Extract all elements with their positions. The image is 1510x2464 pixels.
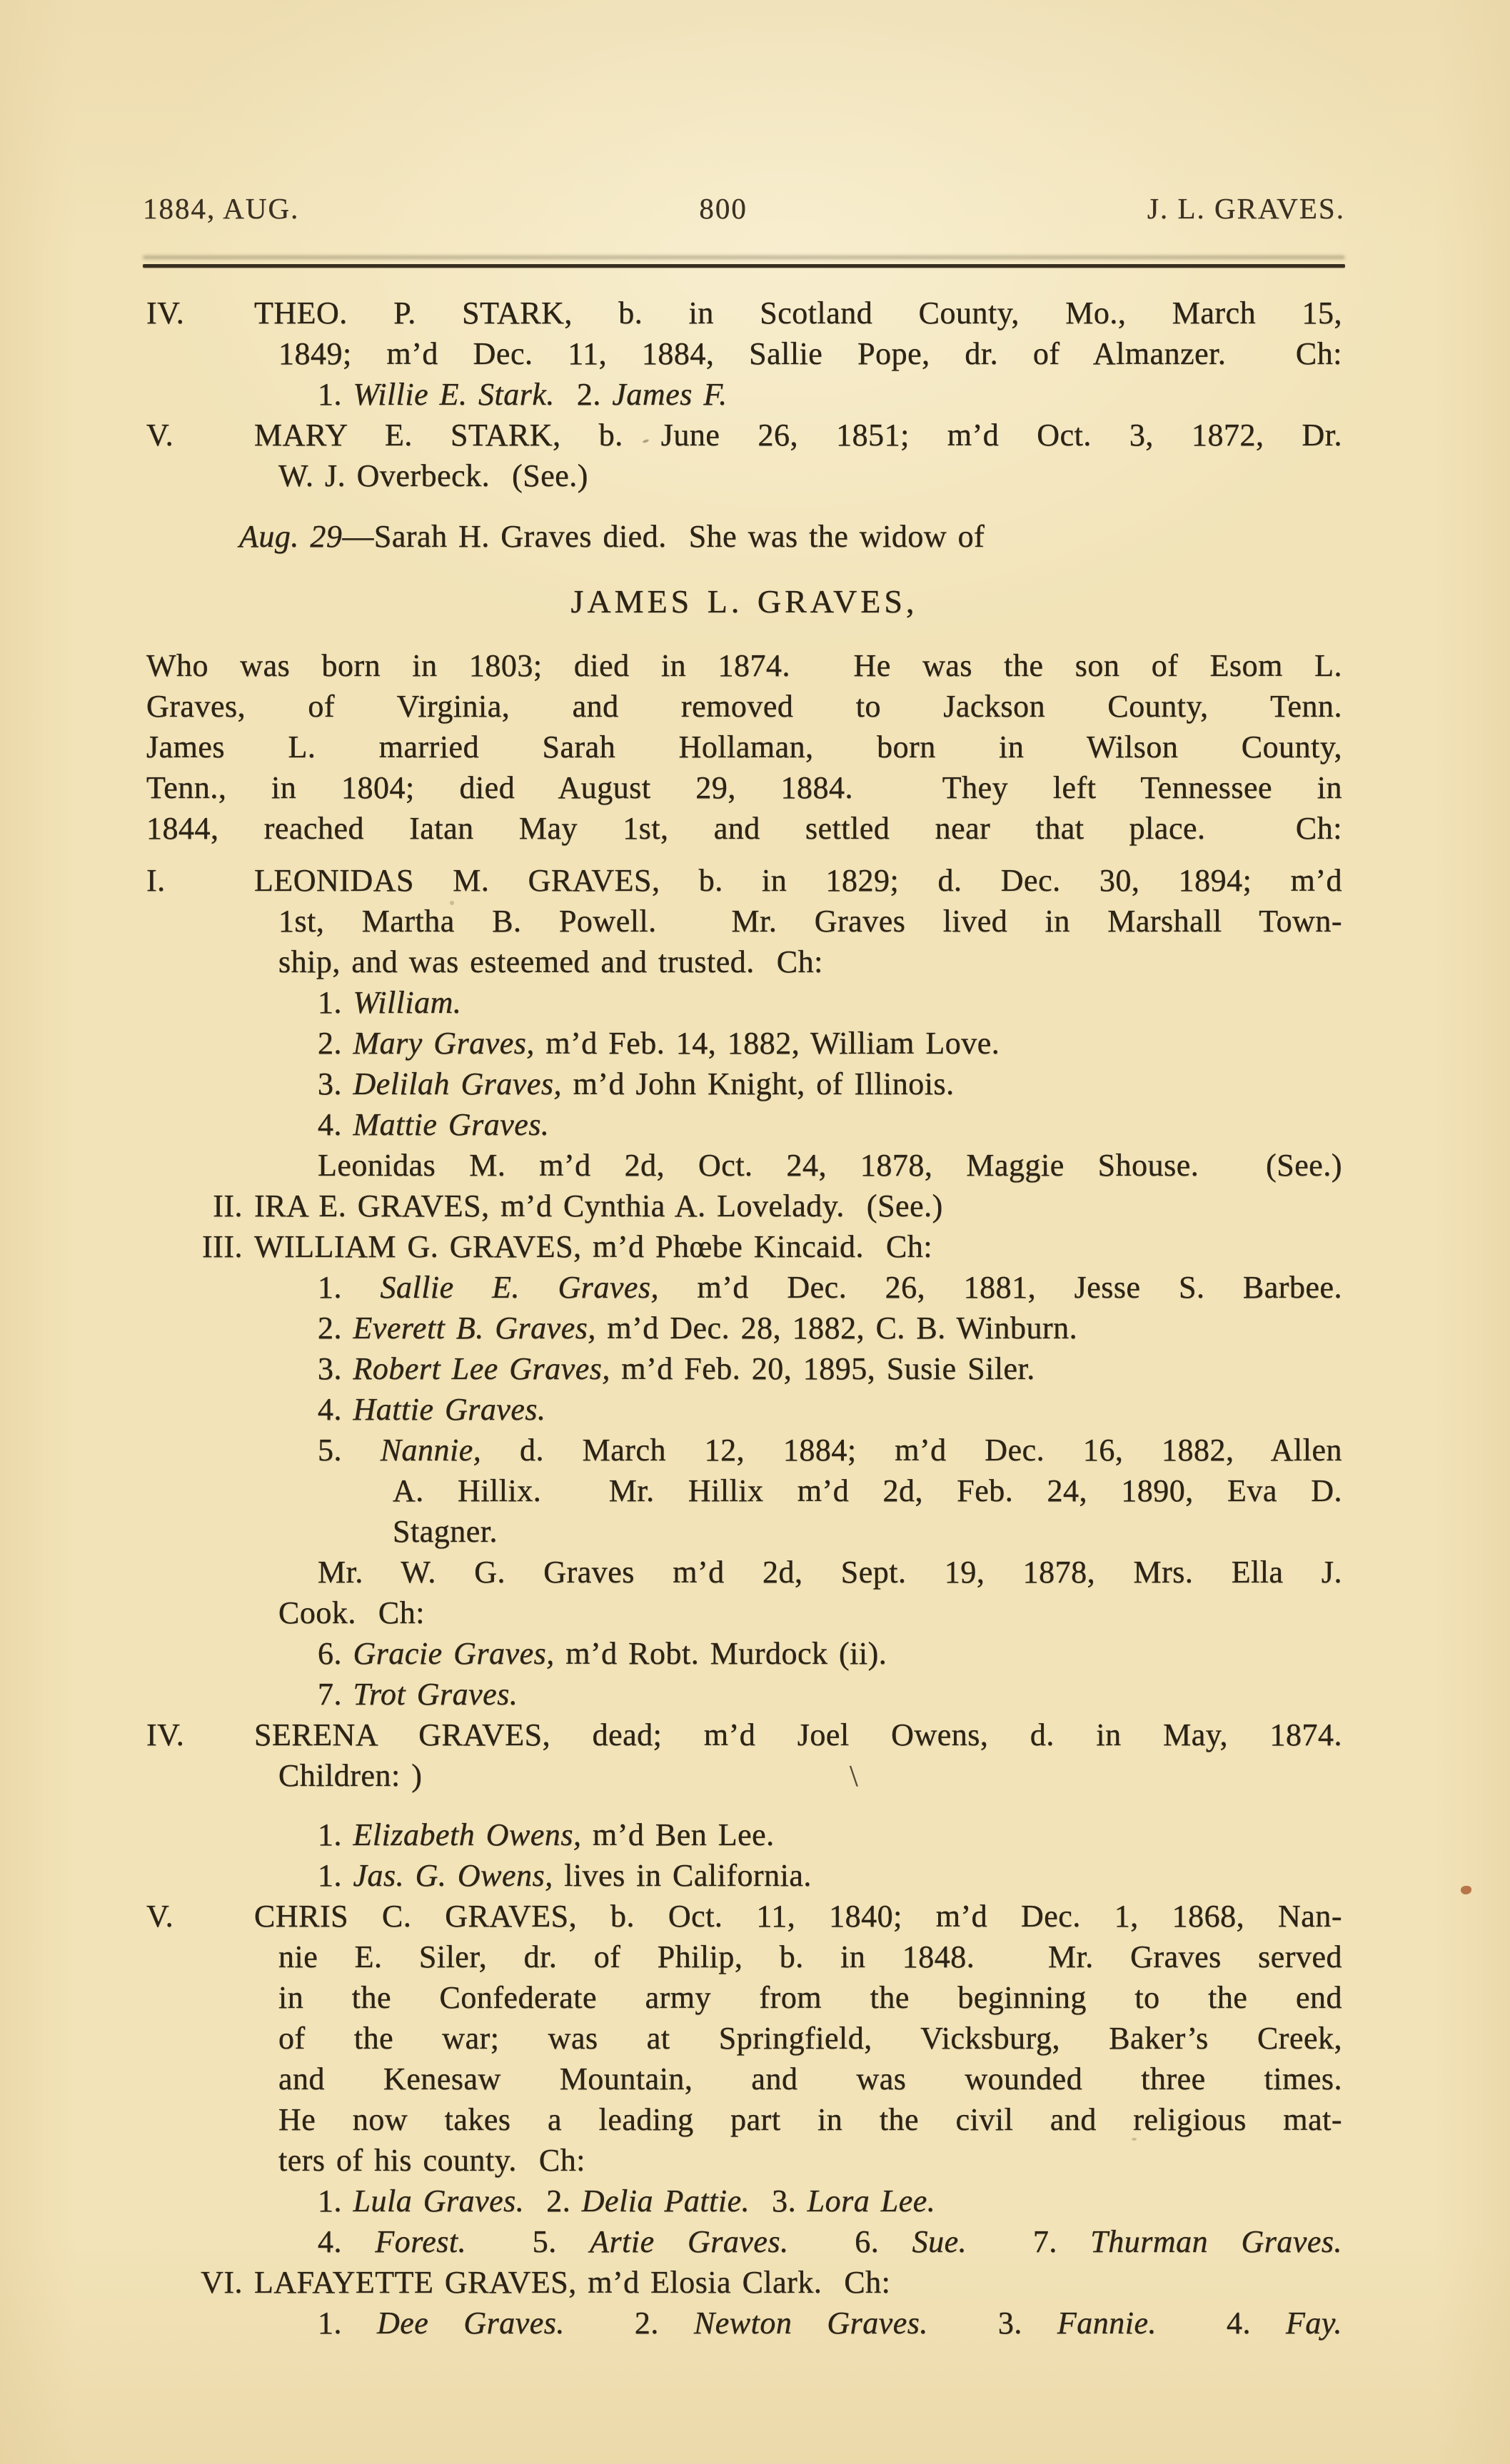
person-name: Hattie Graves. (353, 1392, 546, 1427)
text-segment: and Kenesaw Mountain, and was wounded three times. (278, 2061, 1342, 2096)
person-name: Forest. (375, 2224, 467, 2259)
line-serena-child-elizabeth (146, 1814, 1342, 1855)
line-james-graves-bio-2 (146, 686, 1342, 727)
line-leonidas-second-marriage (146, 1145, 1342, 1186)
text-segment: 3. (927, 2306, 1057, 2341)
text-segment: Leonidas M. m’d 2d, Oct. 24, 1878, Maggie Shouse. (See.) (318, 1148, 1342, 1183)
divider-faint-line (143, 256, 1345, 259)
line-wg-child-gracie (146, 1633, 1342, 1674)
text-segment: Mr. W. G. Graves m’d 2d, Sept. 19, 1878, Mrs. Ella J. (318, 1555, 1342, 1590)
text-segment: 7. (967, 2224, 1091, 2259)
line-ira-graves (146, 1186, 1342, 1226)
line-chris-graves-3 (146, 1977, 1342, 2018)
line-theo-stark-children (146, 374, 1342, 415)
roman-numeral: III. (202, 1229, 243, 1264)
text-segment: 2. (318, 1026, 353, 1061)
text-segment: 2. (318, 1311, 353, 1345)
roman-numeral: II. (213, 1188, 243, 1223)
text-segment: 3. (750, 2183, 807, 2218)
text-segment: in the Confederate army from the beginning to the end (278, 1980, 1342, 2015)
text-segment: m’d Robt. Murdock (ii). (554, 1636, 887, 1671)
line-leonidas-graves-1 (146, 860, 1342, 901)
text-segment: m’d John Knight, of Illinois. (562, 1066, 955, 1101)
line-leonidas-child-mary (146, 1023, 1342, 1064)
line-serena-graves (146, 1715, 1342, 1755)
text-segment: JAMES L. GRAVES, (570, 583, 918, 620)
page-body-text (146, 293, 1342, 2343)
text-segment: 3. (318, 1066, 353, 1101)
line-leonidas-child-mattie (146, 1104, 1342, 1145)
person-name: James F. (612, 377, 728, 412)
text-segment: 5. (318, 1433, 381, 1468)
text-segment: IRA E. GRAVES, m’d Cynthia A. Lovelady. (See.) (254, 1188, 943, 1223)
text-segment: Graves, of Virginia, and removed to Jackson County, Tenn. (146, 689, 1342, 724)
text-segment: A. Hillix. Mr. Hillix m’d 2d, Feb. 24, 1890, Eva D. (393, 1473, 1342, 1508)
line-wg-child-everett (146, 1308, 1342, 1348)
line-leonidas-graves-2 (146, 901, 1342, 941)
text-segment: THEO. P. STARK, b. in Scotland County, Mo., March 15, (254, 296, 1342, 330)
text-segment: 4. (318, 1107, 353, 1142)
text-segment: —Sarah H. Graves died. She was the widow of (342, 519, 985, 554)
divider-dark-line (143, 264, 1345, 268)
line-wg-child-sallie (146, 1267, 1342, 1308)
line-leonidas-child-william (146, 982, 1342, 1023)
person-name: Gracie Graves, (353, 1636, 555, 1671)
text-segment: ters of his county. Ch: (278, 2143, 585, 2178)
text-segment: 1. (318, 1858, 353, 1893)
person-name: William. (353, 985, 462, 1020)
line-serena-child-jas (146, 1855, 1342, 1896)
person-name: Robert Lee Graves, (353, 1351, 610, 1386)
line-chris-graves-6 (146, 2099, 1342, 2140)
text-segment: m’d Dec. 28, 1882, C. B. Winburn. (595, 1311, 1078, 1345)
header-surname: J. L. GRAVES. (1147, 192, 1345, 225)
roman-numeral: V. (146, 1899, 174, 1934)
text-segment: m’d Dec. 26, 1881, Jesse S. Barbee. (659, 1270, 1342, 1305)
person-name: Everett B. Graves, (353, 1311, 596, 1345)
person-name: Thurman Graves. (1090, 2224, 1343, 2259)
line-chris-graves-4 (146, 2018, 1342, 2059)
line-james-graves-bio-5 (146, 808, 1342, 849)
paper-speck (1132, 2138, 1137, 2141)
person-name: Willie E. Stark. (353, 377, 555, 412)
text-segment: m’d Ben Lee. (581, 1817, 775, 1852)
roman-numeral: IV. (146, 1717, 185, 1752)
line-chris-graves-2 (146, 1937, 1342, 1977)
text-segment: 4. (318, 1392, 353, 1427)
line-william-g-graves (146, 1226, 1342, 1267)
text-segment: 1. (318, 377, 353, 412)
line-mary-stark-2 (146, 455, 1342, 496)
text-segment: 6. (788, 2224, 912, 2259)
text-segment: 4. (1157, 2306, 1287, 2341)
person-name: Lora Lee. (807, 2183, 936, 2218)
person-name: Aug. 29 (239, 519, 343, 554)
person-name: Lula Graves. (353, 2183, 525, 2218)
text-segment: 3. (318, 1351, 353, 1386)
text-segment: 1. (318, 1270, 381, 1305)
text-segment: 4. (318, 2224, 376, 2259)
roman-numeral: IV. (146, 296, 185, 330)
person-name: Delilah Graves, (353, 1066, 563, 1101)
text-segment: W. J. Overbeck. (See.) (278, 458, 588, 493)
line-chris-graves-1 (146, 1896, 1342, 1937)
line-leonidas-graves-3 (146, 941, 1342, 982)
paper-speck-red (1461, 1886, 1471, 1894)
line-wg-child-nannie-1 (146, 1430, 1342, 1470)
text-segment: He now takes a leading part in the civil and religious mat- (278, 2102, 1342, 2137)
text-segment: Stagner. (393, 1514, 498, 1549)
line-chris-children-1 (146, 2181, 1342, 2221)
line-chris-children-2 (146, 2221, 1342, 2262)
text-segment: Who was born in 1803; died in 1874. He was the son of Esom L. (146, 648, 1342, 683)
roman-numeral: V. (146, 418, 174, 453)
text-segment: 2. (524, 2183, 582, 2218)
person-name: Delia Pattie. (581, 2183, 750, 2218)
running-header (143, 191, 1345, 226)
line-james-graves-bio-4 (146, 767, 1342, 808)
text-segment: ship, and was esteemed and trusted. Ch: (278, 944, 823, 979)
line-lafayette-graves (146, 2262, 1342, 2303)
text-segment: 1st, Martha B. Powell. Mr. Graves lived in Marshall Town- (278, 904, 1342, 939)
text-segment: 1. (318, 2183, 353, 2218)
text-segment: of the war; was at Springfield, Vicksburg, Baker’s Creek, (278, 2021, 1342, 2056)
text-segment: 1. (318, 985, 353, 1020)
person-name: Nannie, (380, 1433, 482, 1468)
text-segment: 1. (318, 2306, 377, 2341)
person-name: Fay. (1286, 2306, 1343, 2341)
line-wg-second-marriage-2 (146, 1592, 1342, 1633)
text-segment: 5. (466, 2224, 590, 2259)
line-mary-stark-1 (146, 415, 1342, 455)
line-wg-child-hattie (146, 1389, 1342, 1430)
roman-numeral: I. (146, 863, 166, 898)
header-date: 1884, AUG. (143, 192, 300, 225)
person-name: Elizabeth Owens, (353, 1817, 582, 1852)
header-divider-rule (143, 256, 1345, 268)
text-segment: lives in California. (553, 1858, 812, 1893)
text-segment: LEONIDAS M. GRAVES, b. in 1829; d. Dec. 30, 1894; m’d (254, 863, 1342, 898)
paper-speck (450, 901, 454, 905)
text-segment: 1849; m’d Dec. 11, 1884, Sallie Pope, dr. of Almanzer. Ch: (278, 336, 1342, 371)
person-name: Trot Graves. (353, 1677, 518, 1712)
person-name: Sallie E. Graves, (380, 1270, 660, 1305)
text-segment: nie E. Siler, dr. of Philip, b. in 1848. Mr. Graves served (278, 1939, 1342, 1974)
text-segment: 1844, reached Iatan May 1st, and settled near that place. Ch: (146, 811, 1342, 846)
text-segment: 1. (318, 1817, 353, 1852)
person-name: Fannie. (1057, 2306, 1157, 2341)
line-sarah-graves-death-note (146, 516, 1342, 557)
text-segment: 7. (318, 1677, 353, 1712)
line-wg-child-trot (146, 1674, 1342, 1715)
line-theo-stark-1 (146, 293, 1342, 333)
person-name: Mattie Graves. (353, 1107, 550, 1142)
line-serena-children-label (146, 1755, 1342, 1796)
line-wg-child-nannie-3 (146, 1511, 1342, 1552)
person-name: Sue. (912, 2224, 967, 2259)
text-segment: Children: ) (278, 1758, 423, 1793)
text-segment: 2. (554, 377, 613, 412)
line-james-graves-bio-1 (146, 645, 1342, 686)
person-name: Artie Graves. (590, 2224, 789, 2259)
line-james-graves-bio-3 (146, 727, 1342, 767)
line-chris-graves-7 (146, 2140, 1342, 2181)
person-name: Mary Graves, (353, 1026, 535, 1061)
text-segment: 6. (318, 1636, 353, 1671)
line-leonidas-child-delilah (146, 1064, 1342, 1104)
text-segment: James L. married Sarah Hollaman, born in Wilson County, (146, 729, 1342, 764)
line-wg-second-marriage-1 (146, 1552, 1342, 1592)
person-name: Jas. G. Owens, (353, 1858, 553, 1893)
print-artifact-mark: \ (850, 1760, 859, 1793)
line-theo-stark-2 (146, 333, 1342, 374)
text-segment: d. March 12, 1884; m’d Dec. 16, 1882, Allen (481, 1433, 1342, 1468)
text-segment: 2. (564, 2306, 694, 2341)
text-segment: LAFAYETTE GRAVES, m’d Elosia Clark. Ch: (254, 2265, 891, 2300)
line-wg-child-nannie-2 (146, 1470, 1342, 1511)
line-chris-graves-5 (146, 2059, 1342, 2099)
text-segment: m’d Feb. 14, 1882, William Love. (534, 1026, 1000, 1061)
text-segment: Tenn., in 1804; died August 29, 1884. They left Tennessee in (146, 770, 1342, 805)
text-segment: CHRIS C. GRAVES, b. Oct. 11, 1840; m’d Dec. 1, 1868, Nan- (254, 1899, 1342, 1934)
text-segment: SERENA GRAVES, dead; m’d Joel Owens, d. in May, 1874. (254, 1717, 1342, 1752)
header-page-number: 800 (699, 192, 748, 225)
text-segment: MARY E. STARK, b. June 26, 1851; m’d Oct. 3, 1872, Dr. (254, 418, 1342, 453)
text-segment: m’d Feb. 20, 1895, Susie Siler. (610, 1351, 1035, 1386)
roman-numeral: VI. (201, 2265, 243, 2300)
person-name: Newton Graves. (693, 2306, 928, 2341)
text-segment: WILLIAM G. GRAVES, m’d Phœbe Kincaid. Ch: (254, 1229, 933, 1264)
text-segment: Cook. Ch: (278, 1595, 425, 1630)
line-wg-child-robert (146, 1348, 1342, 1389)
line-lafayette-children (146, 2303, 1342, 2343)
section-heading-james-l-graves (146, 580, 1342, 624)
person-name: Dee Graves. (377, 2306, 565, 2341)
